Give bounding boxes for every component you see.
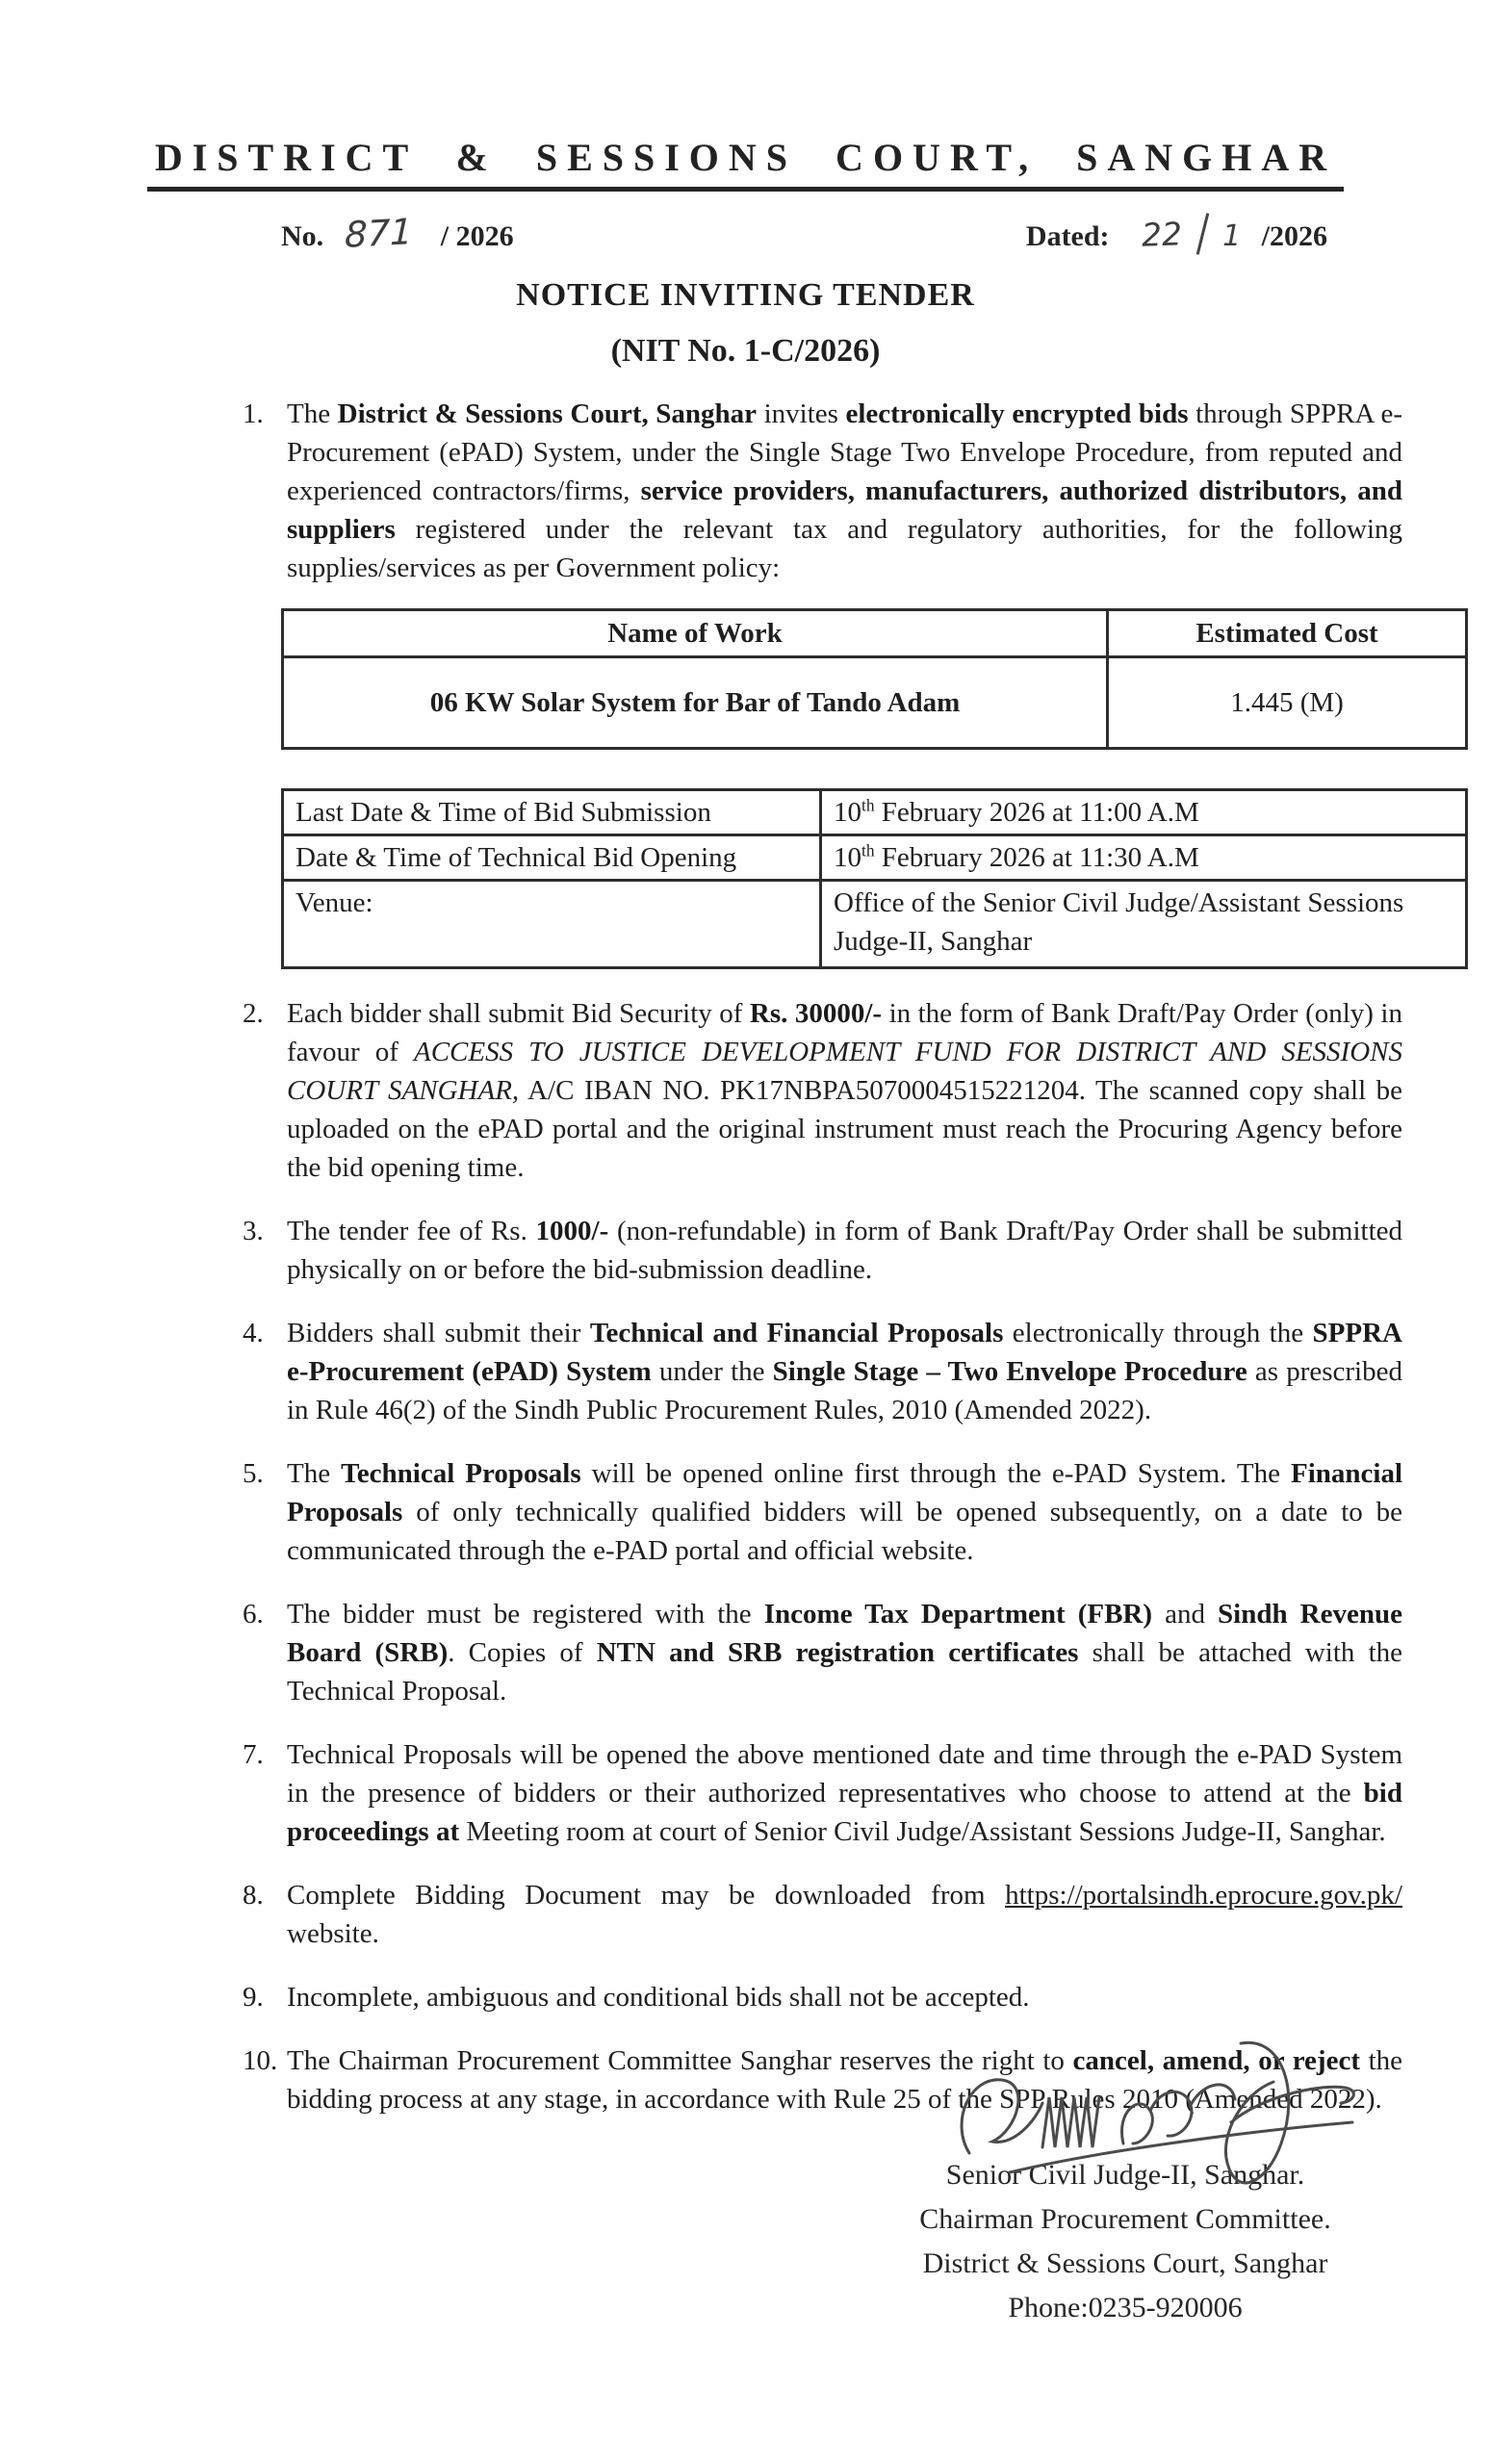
item-text: Complete Bidding Document may be downloaded from https://portalsindh.eprocure.gov.pk/ website. [287, 1880, 1402, 1949]
tender-list-item [241, 1735, 1402, 1851]
no-label: No. [281, 220, 324, 252]
ref-year: / 2026 [440, 220, 514, 252]
work-table-data-row [283, 657, 1467, 749]
venue-row [283, 881, 1467, 968]
reference-number-field [281, 213, 514, 254]
venue-value: Office of the Senior Civil Judge/Assistant Sessions Judge-II, Sanghar [821, 881, 1467, 968]
venue-label: Venue: [283, 881, 821, 968]
tender-list-item [241, 2041, 1402, 2118]
item-number: 7. [243, 1739, 264, 1770]
work-name-cell: 06 KW Solar System for Bar of Tando Adam [283, 657, 1108, 749]
bid-submission-label: Last Date & Time of Bid Submission [283, 790, 821, 835]
dated-label: Dated: [1025, 220, 1110, 252]
item-number: 6. [243, 1599, 264, 1630]
item-text: Technical Proposals will be opened the above mentioned date and time through the e-PAD System in the presence of bidders or their authorized representatives who choose to attend at the bid proceedings at Meeting room at court of Senior Civil Judge/Assistant Sessions Judge-II, Sanghar. [287, 1739, 1402, 1847]
tender-list-item [241, 1595, 1402, 1710]
bid-submission-value: 10th February 2026 at 11:00 A.M [821, 790, 1467, 835]
item-number: 10. [243, 2045, 278, 2076]
signatory-titles [875, 2153, 1375, 2330]
bid-opening-label: Date & Time of Technical Bid Opening [283, 835, 821, 881]
handwritten-slash [1195, 213, 1209, 254]
name-of-work-header: Name of Work [283, 610, 1108, 657]
reference-row [281, 213, 1327, 254]
item-number: 1. [243, 398, 264, 429]
item-text: Each bidder shall submit Bid Security of Rs. 30000/- in the form of Bank Draft/Pay Order (only) in favour of ACCESS TO JUSTICE DEVELOPMENT FUND FOR DISTRICT AND SESSIONS COURT SANGHAR, A/C IBAN NO. PK17NBPA5070004515221204. The scanned copy shall be uploaded on the ePAD portal and the original instrument must reach the Procuring Agency before the bid opening time. [287, 998, 1403, 1183]
item-text: The tender fee of Rs. 1000/- (non-refundable) in form of Bank Draft/Pay Order shall be submitted physically on or before the bid-submission deadline. [287, 1216, 1402, 1285]
estimated-cost-cell: 1.445 (M) [1108, 657, 1467, 749]
court-name-header: DISTRICT & SESSIONS COURT, SANGHAR [147, 135, 1344, 192]
signature-line-1: Senior Civil Judge-II, Sanghar. [945, 2159, 1305, 2191]
tender-list-item [241, 1314, 1402, 1429]
tender-conditions-list [241, 994, 1402, 2118]
tender-list-item [241, 994, 1402, 1187]
tender-list-item [241, 1454, 1402, 1570]
work-cost-table [281, 608, 1468, 750]
item-text: The Chairman Procurement Committee Sanghar reserves the right to cancel, amend, or reject the bidding process at any stage, in accordance with Rule 25 of the SPP Rules 2010 (Amended 2022). [287, 2045, 1402, 2115]
signature-line-4: Phone:0235-920006 [1008, 2292, 1243, 2323]
item-number: 8. [243, 1880, 264, 1911]
tender-list-item [241, 1978, 1402, 2016]
item-number: 9. [243, 1982, 264, 2013]
item-text: The bidder must be registered with the Income Tax Department (FBR) and Sindh Revenue Board (SRB). Copies of NTN and SRB registration certificates shall be attached with the Technical Proposal. [287, 1599, 1403, 1707]
bid-schedule-table [281, 788, 1468, 969]
item-number: 5. [243, 1458, 264, 1489]
dated-field [1026, 213, 1327, 253]
item-text: Bidders shall submit their Technical and Financial Proposals electronically through the SPPRA e-Procurement (ePAD) System under the Single Stage – Two Envelope Procedure as prescribed in Rule 46(2) of the Sindh Public Procurement Rules, 2010 (Amended 2022). [287, 1318, 1402, 1425]
tender-list-item [241, 1876, 1402, 1953]
nit-number-subtitle: (NIT No. 1-C/2026) [610, 333, 881, 369]
tender-list-item [241, 395, 1402, 587]
handwritten-ref-number: 871 [344, 211, 413, 256]
bidding-document-url[interactable]: https://portalsindh.eprocure.gov.pk/ [1005, 1880, 1402, 1911]
bid-submission-row [283, 790, 1467, 835]
item-number: 2. [243, 998, 264, 1029]
signature-block [875, 2153, 1375, 2330]
item-text: The Technical Proposals will be opened online first through the e-PAD System. The Financial Proposals of only technically qualified bidders will be opened subsequently, on a date to be communicated through the e-PAD portal and official website. [287, 1458, 1402, 1566]
notice-title: NOTICE INVITING TENDER [516, 277, 975, 313]
bid-opening-row [283, 835, 1467, 881]
work-table-header-row [283, 610, 1467, 657]
estimated-cost-header: Estimated Cost [1108, 610, 1467, 657]
tender-list-item [241, 1212, 1402, 1289]
dated-year: /2026 [1261, 220, 1327, 252]
item-text: Incomplete, ambiguous and conditional bids shall not be accepted. [287, 1982, 1030, 2013]
signature-line-2: Chairman Procurement Committee. [919, 2203, 1331, 2235]
item-number: 3. [243, 1216, 264, 1246]
handwritten-month: 1 [1222, 219, 1242, 253]
header [0, 0, 1491, 192]
item-number: 4. [243, 1318, 264, 1348]
tender-intro-item [241, 395, 1402, 587]
handwritten-day: 22 [1141, 215, 1183, 254]
item-text: The District & Sessions Court, Sanghar invites electronically encrypted bids through SPPRA e-Procurement (ePAD) System, under the Single Stage Two Envelope Procedure, from reputed and experienced contractors/firms, service providers, manufacturers, authorized distributors, and suppliers registered under the relevant tax and regulatory authorities, for the following supplies/services as per Government policy: [287, 398, 1402, 583]
signature-line-3: District & Sessions Court, Sanghar [922, 2247, 1328, 2279]
bid-opening-value: 10th February 2026 at 11:30 A.M [821, 835, 1467, 881]
